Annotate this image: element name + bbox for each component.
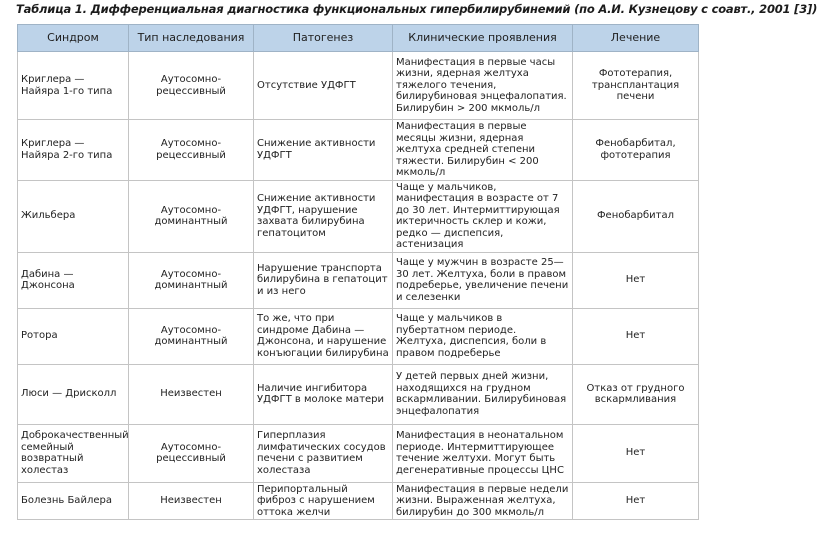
cell-clinical: Манифестация в первые недели жизни. Выраженная желтуха, билирубин до 300 мкмоль/л [393, 482, 573, 520]
cell-treatment: Фототерапия, трансплантация печени [573, 52, 699, 120]
table-row [18, 252, 699, 308]
differential-diagnosis-table [17, 24, 699, 520]
cell-pathogenesis: Гиперплазия лимфатических сосудов печени с развитием холестаза [254, 424, 393, 482]
cell-inheritance: Аутосомно-рецессивный [129, 52, 254, 120]
header-clinical: Клинические проявления [393, 25, 573, 52]
cell-clinical: Манифестация в первые месяцы жизни, ядерная желтуха средней степени тяжести. Билирубин < 200 мкмоль/л [393, 120, 573, 181]
cell-clinical: У детей первых дней жизни, находящихся на грудном вскармливании. Билирубиновая энцефалопатия [393, 364, 573, 424]
cell-clinical: Манифестация в первые часы жизни, ядерная желтуха тяжелого течения, билирубиновая энцефалопатия. Билирубин > 200 мкмоль/л [393, 52, 573, 120]
cell-clinical: Чаще у мальчиков, манифестация в возрасте от 7 до 30 лет. Интермиттирующая иктеричность склер и кожи, редко — диспепсия, астенизация [393, 180, 573, 252]
header-row [18, 25, 699, 52]
cell-pathogenesis: Перипортальный фиброз с нарушением оттока желчи [254, 482, 393, 520]
cell-inheritance: Аутосомно-рецессивный [129, 424, 254, 482]
cell-inheritance: Аутосомно-рецессивный [129, 120, 254, 181]
table-row [18, 482, 699, 520]
cell-pathogenesis: То же, что при синдроме Дабина — Джонсона, и нарушение конъюгации билирубина [254, 308, 393, 364]
cell-syndrome: Дабина — Джонсона [18, 252, 129, 308]
cell-inheritance: Неизвестен [129, 482, 254, 520]
cell-syndrome: Жильбера [18, 180, 129, 252]
cell-treatment: Нет [573, 482, 699, 520]
cell-syndrome: Доброкачественный семейный возвратный холестаз [18, 424, 129, 482]
table-caption: Таблица 1. Дифференциальная диагностика функциональных гипербилирубинемий (по А.И. Кузнецову с соавт., 2001 [3]) [16, 2, 817, 16]
table-header [18, 25, 699, 52]
cell-treatment: Нет [573, 252, 699, 308]
cell-pathogenesis: Снижение активности УДФГТ [254, 120, 393, 181]
table-row [18, 364, 699, 424]
cell-treatment: Отказ от грудного вскармливания [573, 364, 699, 424]
cell-syndrome: Болезнь Байлера [18, 482, 129, 520]
cell-syndrome: Криглера — Найяра 2-го типа [18, 120, 129, 181]
cell-syndrome: Люси — Дрисколл [18, 364, 129, 424]
cell-pathogenesis: Наличие ингибитора УДФГТ в молоке матери [254, 364, 393, 424]
header-inheritance: Тип наследования [129, 25, 254, 52]
cell-pathogenesis: Отсутствие УДФГТ [254, 52, 393, 120]
cell-clinical: Чаще у мальчиков в пубертатном периоде. Желтуха, диспепсия, боли в правом подреберье [393, 308, 573, 364]
cell-inheritance: Аутосомно-доминантный [129, 308, 254, 364]
cell-pathogenesis: Снижение активности УДФГТ, нарушение захвата билирубина гепатоцитом [254, 180, 393, 252]
table-row [18, 308, 699, 364]
header-syndrome: Синдром [18, 25, 129, 52]
table-body [18, 52, 699, 520]
header-pathogenesis: Патогенез [254, 25, 393, 52]
cell-pathogenesis: Нарушение транспорта билирубина в гепатоцит и из него [254, 252, 393, 308]
table-row [18, 424, 699, 482]
cell-treatment: Фенобарбитал [573, 180, 699, 252]
cell-clinical: Манифестация в неонатальном периоде. Интермиттирующее течение желтухи. Могут быть дегенеративные процессы ЦНС [393, 424, 573, 482]
cell-clinical: Чаще у мужчин в возрасте 25—30 лет. Желтуха, боли в правом подреберье, увеличение печени и селезенки [393, 252, 573, 308]
cell-syndrome: Ротора [18, 308, 129, 364]
cell-inheritance: Аутосомно-доминантный [129, 180, 254, 252]
cell-inheritance: Аутосомно-доминантный [129, 252, 254, 308]
table-row [18, 120, 699, 181]
cell-syndrome: Криглера — Найяра 1-го типа [18, 52, 129, 120]
table-row [18, 52, 699, 120]
cell-treatment: Фенобарбитал, фототерапия [573, 120, 699, 181]
cell-treatment: Нет [573, 308, 699, 364]
table-row [18, 180, 699, 252]
cell-inheritance: Неизвестен [129, 364, 254, 424]
cell-treatment: Нет [573, 424, 699, 482]
header-treatment: Лечение [573, 25, 699, 52]
